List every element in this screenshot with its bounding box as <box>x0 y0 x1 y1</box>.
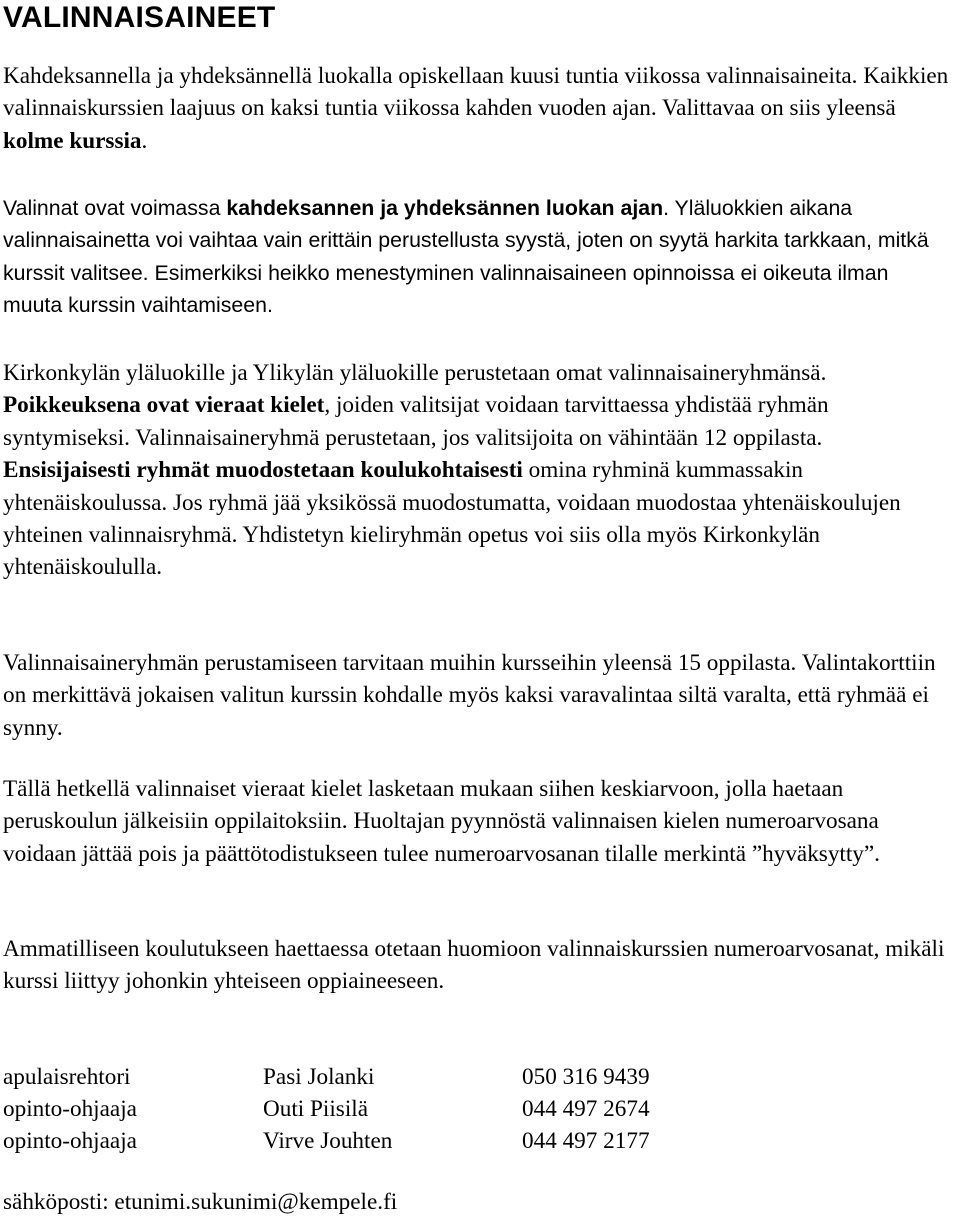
paragraph-validity: Valinnat ovat voimassa kahdeksannen ja yhdeksännen luokan ajan. Yläluokkien aikana valinnaisainetta voi vaihtaa vain erittäin perustellusta syystä, joten on syytä harkita tarkkaan, mitkä kurssit valitsee. Esimerkiksi heikko menestyminen valinnaisaineen opinnoissa ei oikeuta ilman muuta kurssin vaihtamiseen. <box>3 196 929 318</box>
paragraph-languages: Tällä hetkellä valinnaiset vieraat kielet lasketaan mukaan siihen keskiarvoon, jolla haetaan peruskoulun jälkeisiin oppilaitoksiin. Huoltajan pyynnöstä valinnaisen kielen numeroarvosana voidaan jättää pois ja päättötodistukseen tulee numeroarvosanan tilalle merkintä ”hyväksytty”. <box>3 776 880 867</box>
contact-name: Outi Piisilä <box>263 1096 369 1122</box>
emphasis-text: kolme kurssia <box>3 127 142 154</box>
paragraph-vocational: Ammatilliseen koulutukseen haettaessa otetaan huomioon valinnaiskurssien numeroarvosanat, mikäli kurssi liittyy johonkin yhteiseen oppiaineeseen. <box>3 936 945 995</box>
contact-role: apulaisrehtori <box>3 1064 131 1090</box>
page-title: VALINNAISAINEET <box>3 1 276 34</box>
contact-role: opinto-ohjaaja <box>3 1096 137 1122</box>
emphasis-text: kahdeksannen ja yhdeksännen luokan ajan <box>226 196 664 220</box>
paragraph-group-size: Valinnaisaineryhmän perustamiseen tarvitaan muihin kursseihin yleensä 15 oppilasta. Valintakorttiin on merkittävä jokaisen valitun kurssin kohdalle myös kaksi varavalintaa siltä varalta, että ryhmää ei synny. <box>3 650 936 741</box>
contact-phone: 044 497 2177 <box>522 1128 650 1154</box>
emphasis-text: Poikkeuksena ovat vieraat kielet <box>3 392 325 419</box>
paragraph-groups: Kirkonkylän yläluokille ja Ylikylän yläluokille perustetaan omat valinnaisaineryhmänsä. Poikkeuksena ovat vieraat kielet, joiden valitsijat voidaan tarvittaessa yhdistää ryhmän syntymiseksi. Valinnaisaineryhmä perustetaan, jos valitsijoita on vähintään 12 oppilasta. Ensisijaisesti ryhmät muodostetaan koulukohtaisesti omina ryhminä kummassakin yhtenäiskoulussa. Jos ryhmä jää yksikössä muodostumatta, voidaan muodostaa yhtenäiskoulujen yhteinen valinnaisryhmä. Yhdistetyn kieliryhmän opetus voi siis olla myös Kirkonkylän yhtenäiskoululla. <box>3 360 901 581</box>
contact-phone: 044 497 2674 <box>522 1096 650 1122</box>
contact-email: sähköposti: etunimi.sukunimi@kempele.fi <box>3 1189 398 1215</box>
paragraph-intro: Kahdeksannella ja yhdeksännellä luokalla opiskellaan kuusi tuntia viikossa valinnaisaineita. Kaikkien valinnaiskurssien laajuus on kaksi tuntia viikossa kahden vuoden ajan. Valittavaa on siis yleensä kolme kurssia. <box>3 63 949 154</box>
emphasis-text: Ensisijaisesti ryhmät muodostetaan koulukohtaisesti <box>3 457 523 484</box>
contact-role: opinto-ohjaaja <box>3 1128 137 1154</box>
contact-phone: 050 316 9439 <box>522 1064 650 1090</box>
contact-name: Pasi Jolanki <box>263 1064 375 1090</box>
contact-name: Virve Jouhten <box>263 1128 393 1154</box>
